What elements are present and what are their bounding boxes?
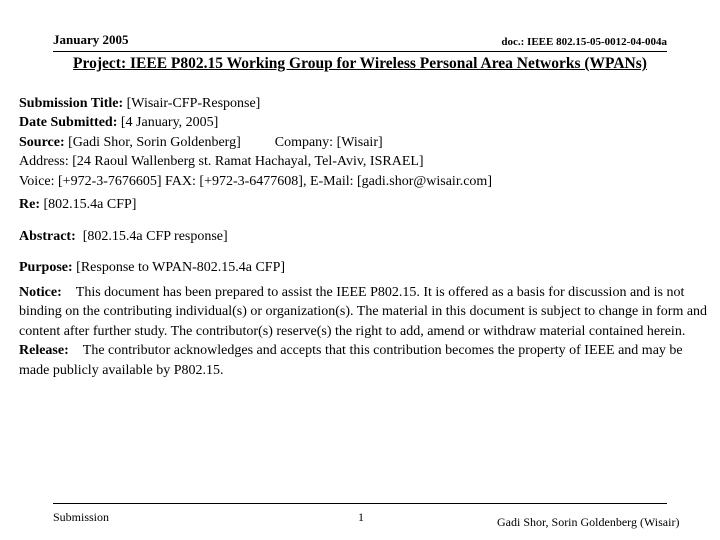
source-label: Source:	[19, 134, 65, 150]
abstract-value: [802.15.4a CFP response]	[75, 229, 228, 244]
date-submitted-value: [4 January, 2005]	[117, 115, 219, 131]
abstract-line	[19, 227, 714, 246]
header-doc-id: doc.: IEEE 802.15-05-0012-04-004a	[501, 36, 667, 48]
source-value: [Gadi Shor, Sorin Goldenberg]	[64, 134, 241, 150]
re-line	[19, 195, 714, 214]
submission-title-label: Submission Title:	[19, 96, 124, 111]
company-value: Company: [Wisair]	[274, 134, 383, 150]
purpose-value: [Response to WPAN-802.15.4a CFP]	[72, 260, 286, 275]
date-submitted-label: Date Submitted:	[19, 115, 118, 131]
purpose-label: Purpose:	[19, 260, 73, 275]
footer-submission: Submission	[53, 510, 110, 524]
footer-page-number: 1	[358, 510, 364, 524]
date-submitted-line	[19, 113, 714, 132]
re-value: [802.15.4a CFP]	[40, 197, 137, 212]
release-label: Release:	[19, 343, 69, 359]
submission-title-line	[19, 94, 714, 113]
voice-line: Voice: [+972-3-7676605] FAX: [+972-3-6477608], E-Mail: [gadi.shor@wisair.com]	[19, 173, 492, 189]
abstract-label: Abstract:	[19, 229, 76, 244]
header-date: January 2005	[53, 32, 129, 47]
notice-label: Notice:	[19, 285, 62, 300]
notice-text: This document has been prepared to assist the IEEE P802.15. It is offered as a basis for discussion and is not binding on the contributing individual(s) or organization(s). The material in this document is subject to change in form and content after further study. The contributor(s) reserve(s) the right to add, amend or withdraw material contained herein.	[19, 285, 708, 339]
submission-block	[19, 94, 714, 191]
address-line: Address: [24 Raoul Wallenberg st. Ramat Hachayal, Tel-Aviv, ISRAEL]	[19, 154, 424, 170]
footer-divider	[53, 503, 667, 504]
header-divider	[53, 51, 667, 52]
purpose-line	[19, 258, 714, 277]
submission-title-value: [Wisair-CFP-Response]	[123, 96, 261, 111]
project-title: Project: IEEE P802.15 Working Group for Wireless Personal Area Networks (WPANs)	[73, 55, 647, 72]
notice-block	[19, 283, 714, 380]
re-label: Re:	[19, 197, 40, 212]
footer-authors: Gadi Shor, Sorin Goldenberg (Wisair)	[497, 515, 680, 529]
release-text: The contributor acknowledges and accepts that this contribution becomes the property of IEEE and may be made publicly available by P802.15.	[19, 343, 683, 378]
source-line	[19, 133, 714, 152]
